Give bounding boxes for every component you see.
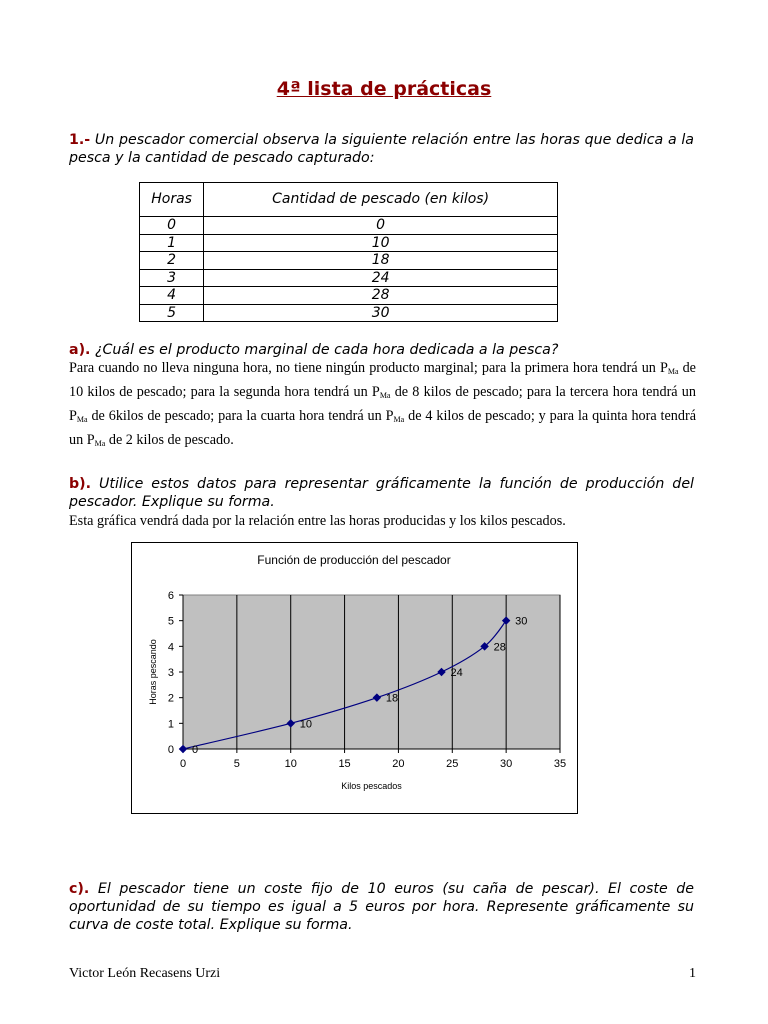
data-label: 10 — [299, 718, 312, 731]
table-cell: 0 — [140, 217, 204, 235]
x-tick-label: 25 — [446, 758, 459, 770]
table-cell: 2 — [140, 252, 204, 270]
answer-a — [69, 358, 696, 454]
x-tick-label: 30 — [500, 758, 513, 770]
subscript: Ma — [667, 367, 679, 376]
subscript: Ma — [393, 415, 405, 424]
subscript: Ma — [379, 391, 391, 400]
answer-a-part: Para cuando no lleva ninguna hora, no tiene ningún producto marginal; para la primera hora tendrá un P — [69, 360, 668, 376]
x-tick-label: 0 — [179, 758, 187, 770]
table-row — [140, 252, 558, 270]
answer-a-part: de 6kilos de pescado; para la cuarta hora tendrá un P — [87, 408, 394, 424]
y-axis-label: Horas pescando — [148, 639, 158, 705]
x-axis-label: Kilos pescados — [341, 781, 402, 791]
y-tick-label: 3 — [167, 667, 174, 679]
table-row — [140, 234, 558, 252]
x-tick-label: 20 — [392, 758, 405, 770]
table-row — [140, 269, 558, 287]
question-b-text: Utilice estos datos para representar gráficamente la función de producción del pescador. Explique su forma. — [69, 476, 694, 510]
subscript: Ma — [76, 415, 88, 424]
answer-a-part: de 8 kilos de pescado; para la tercera hora tendrá un P — [69, 384, 696, 424]
table-header-quantity: Cantidad de pescado (en kilos) — [204, 183, 558, 217]
footer-page-number: 1 — [689, 966, 696, 981]
x-tick-label: 35 — [553, 758, 567, 770]
table-cell: 4 — [140, 287, 204, 305]
y-tick-label: 0 — [167, 744, 174, 756]
data-label: 28 — [493, 641, 506, 654]
y-tick-label: 5 — [167, 615, 174, 628]
question-1-text: Un pescador comercial observa la siguiente relación entre las horas que dedica a la pesca y la cantidad de pescado capturado: — [69, 132, 695, 166]
y-tick-label: 1 — [167, 718, 174, 731]
x-tick-label: 10 — [284, 758, 297, 770]
fishing-data-table — [139, 182, 558, 322]
y-tick-label: 6 — [167, 590, 174, 602]
question-b-label: b). — [69, 476, 92, 492]
x-tick-label: 5 — [233, 758, 240, 770]
data-label: 24 — [450, 667, 463, 679]
subscript: Ma — [94, 439, 106, 448]
table-cell: 24 — [204, 269, 558, 287]
table-row — [140, 217, 558, 235]
question-a-label: a). — [69, 342, 91, 358]
question-1 — [69, 131, 694, 167]
data-label: 30 — [515, 615, 528, 628]
y-tick-label: 2 — [167, 692, 174, 705]
answer-b: Esta gráfica vendrá dada por la relación entre las horas producidas y los kilos pescados. — [69, 513, 566, 529]
table-cell: 10 — [204, 234, 558, 252]
question-a — [69, 341, 694, 359]
table-cell: 0 — [204, 217, 558, 235]
table-cell: 1 — [140, 234, 204, 252]
table-row — [140, 287, 558, 305]
data-label: 18 — [385, 692, 399, 705]
plot-area — [183, 595, 560, 749]
table-header-row — [140, 183, 558, 217]
question-c — [69, 880, 694, 934]
question-c-text: El pescador tiene un coste fijo de 10 euros (su caña de pescar). El coste de oportunidad de su tiempo es igual a 5 euros por hora. Represente gráficamente su curva de coste total. Explique su forma. — [69, 881, 694, 933]
table-header-hours: Horas — [140, 183, 204, 217]
footer-author: Victor León Recasens Urzi — [69, 966, 221, 981]
table-cell: 30 — [204, 304, 558, 322]
table-cell: 28 — [204, 287, 558, 305]
y-tick-label: 4 — [167, 641, 174, 654]
question-c-label: c). — [69, 881, 90, 897]
production-chart — [131, 542, 578, 814]
table-cell: 5 — [140, 304, 204, 322]
question-a-text: ¿Cuál es el producto marginal de cada hora dedicada a la pesca? — [94, 342, 559, 358]
question-1-number: 1.- — [69, 132, 91, 148]
table-row — [140, 304, 558, 322]
chart-title: Función de producción del pescador — [257, 553, 451, 567]
answer-a-part: de 10 kilos de pescado; para la segunda hora tendrá un P — [69, 360, 696, 400]
x-tick-label: 15 — [338, 758, 351, 770]
page-title: 4ª lista de prácticas — [276, 78, 492, 100]
table-cell: 3 — [140, 269, 204, 287]
table-cell: 18 — [204, 252, 558, 270]
chart-svg — [132, 543, 577, 813]
data-label: 0 — [192, 744, 199, 756]
answer-a-part: de 2 kilos de pescado. — [105, 432, 234, 448]
question-b — [69, 475, 694, 511]
answer-a-part: de 4 kilos de pescado; y para la quinta hora tendrá un P — [69, 408, 696, 448]
